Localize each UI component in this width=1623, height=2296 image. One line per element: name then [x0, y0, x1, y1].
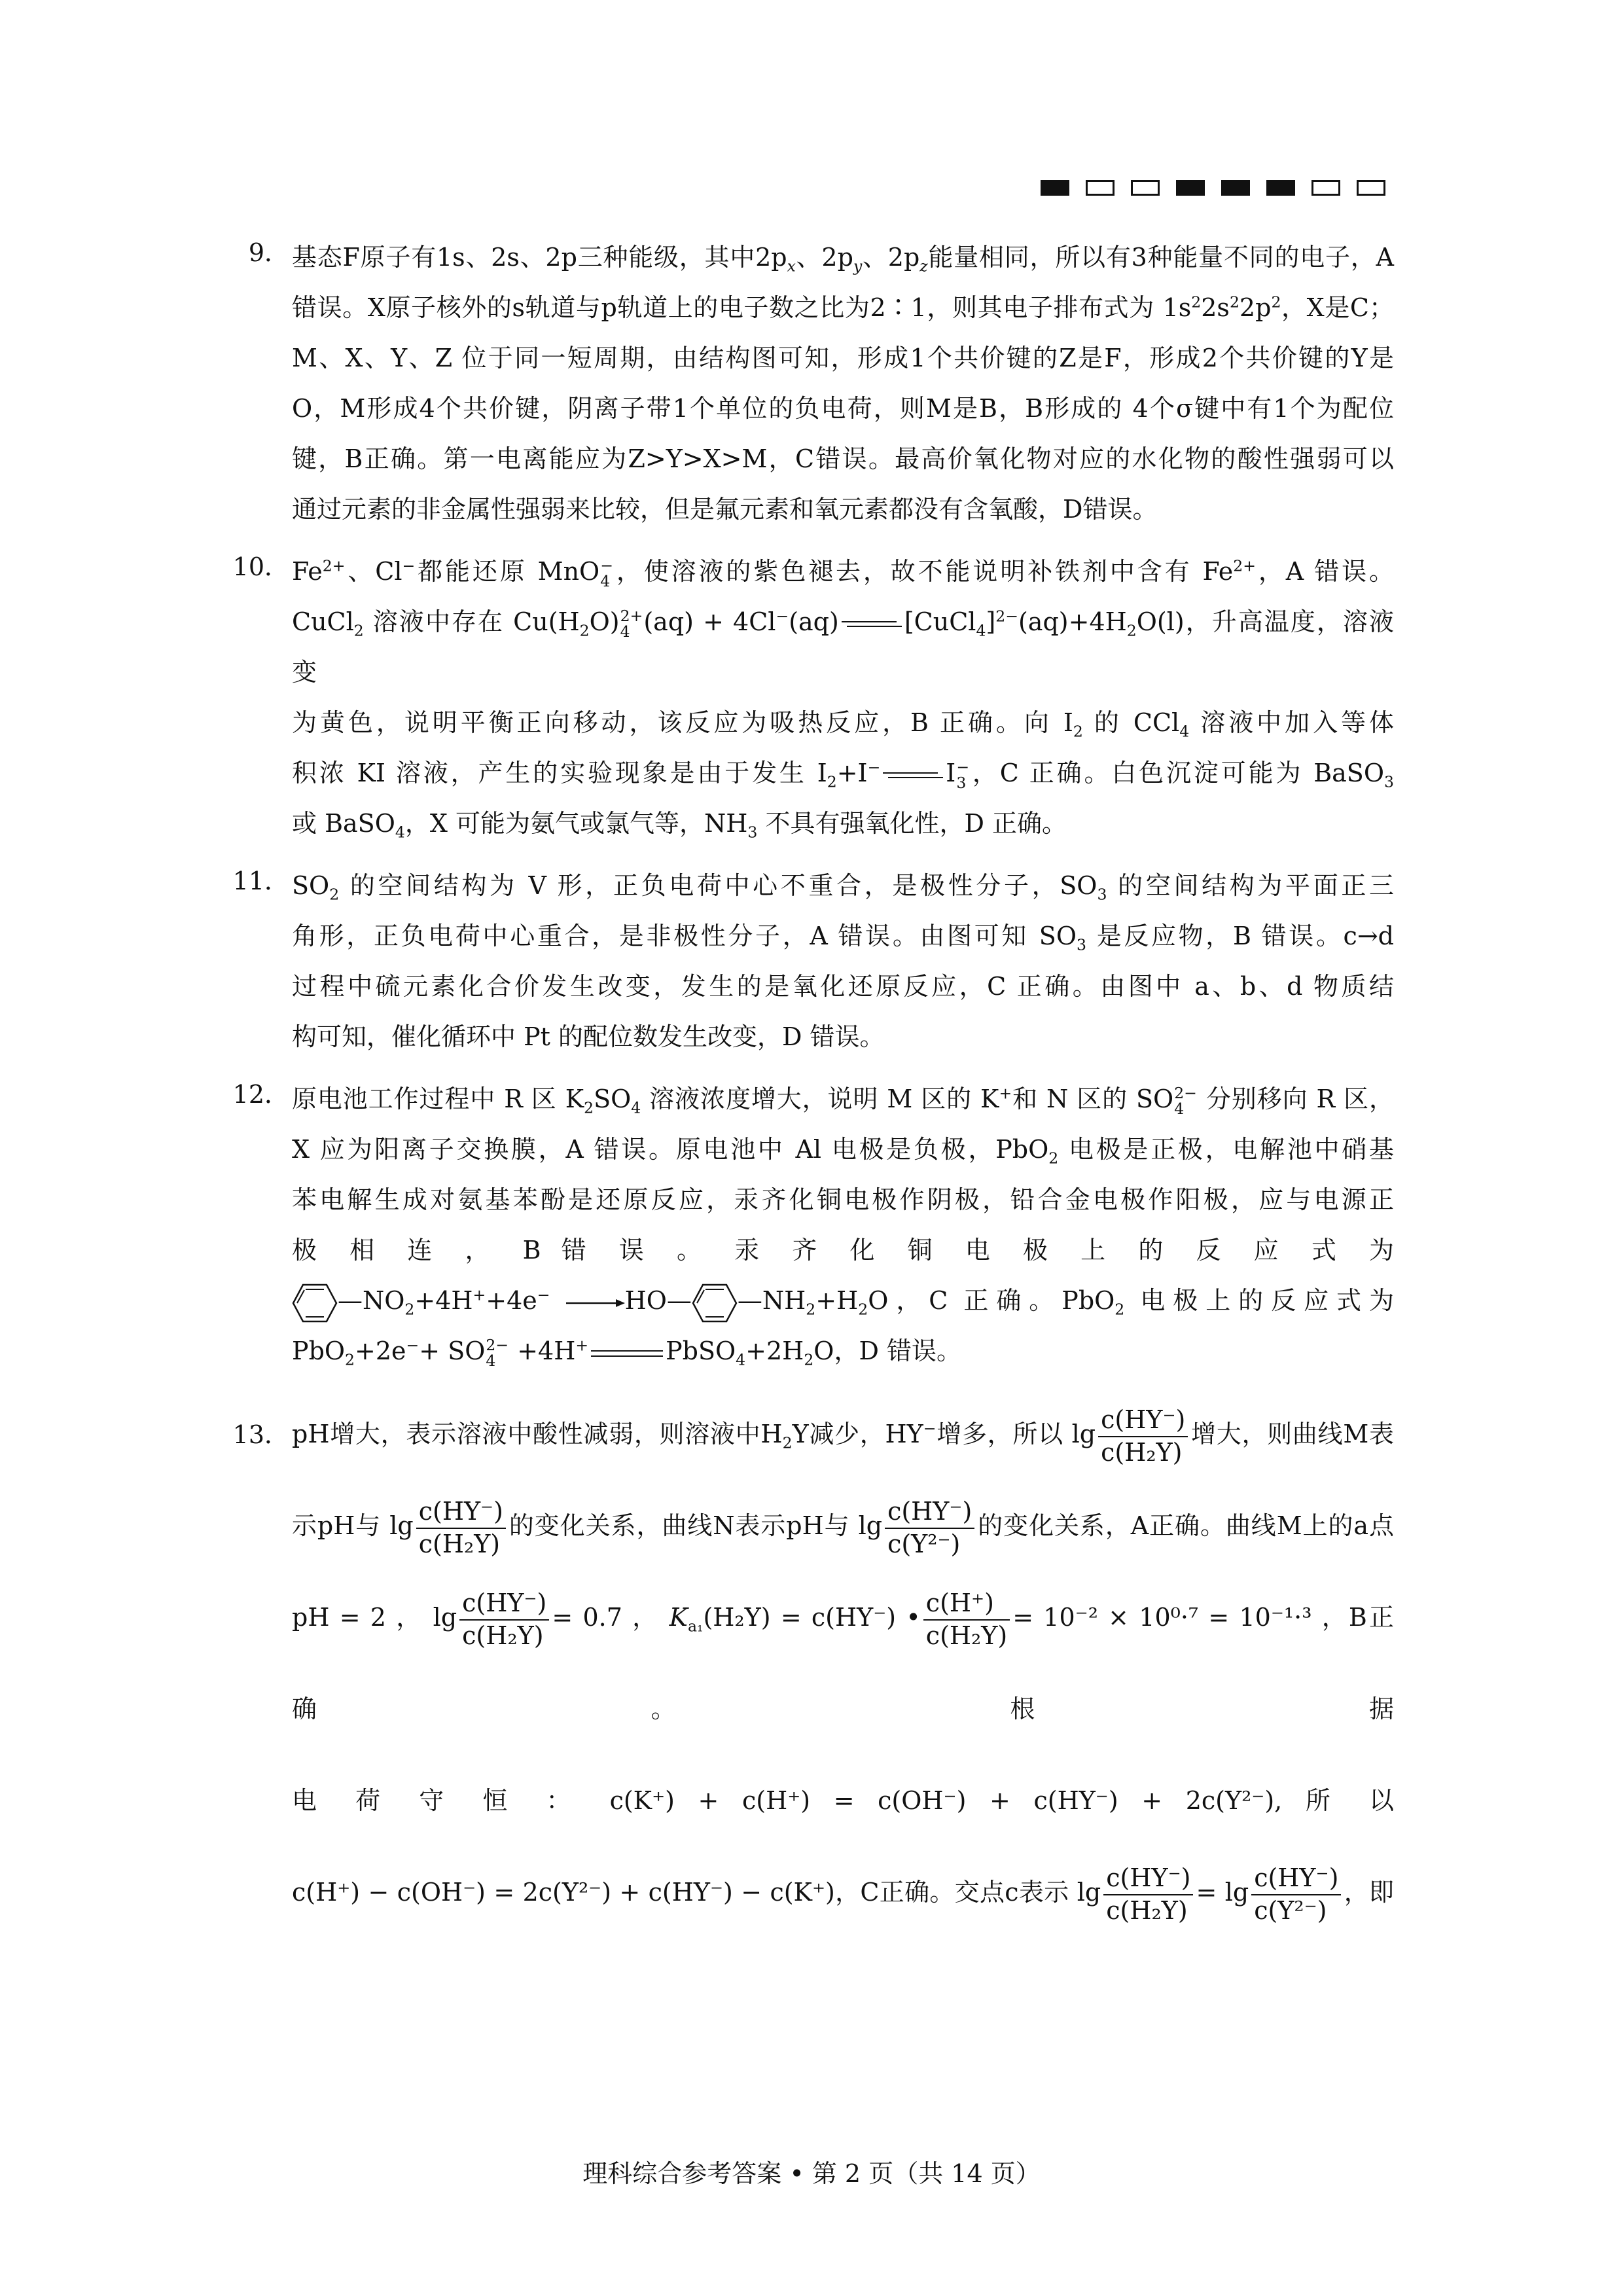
answer-item-12	[234, 1074, 1394, 1376]
answer-line: M、X、Y、Z 位于同一短周期，由结构图可知，形成1个共价键的Z是F，形成2个共价键的Y是	[292, 344, 1394, 372]
fraction: $\frac{c(H^+)}{\text{c(H₂Y)}}$	[923, 1588, 1010, 1651]
code-mark-empty	[1311, 180, 1340, 196]
answer-line: 苯电解生成对氨基苯酚是还原反应，汞齐化铜电极作阴极，铅合金电极作阳极，应与电源正	[292, 1185, 1394, 1214]
benzene-ring-icon	[292, 1282, 338, 1324]
answer-line: 示pH与 lg $\frac{c(HY^-)}{\text{c(H₂Y)}}$ 的变化关系，曲线N表示pH与 lg $\frac{c(HY^-)}{\text{c(Y²⁻)}}$ 的变化关系，A正确。曲线M上的a点	[292, 1480, 1394, 1571]
answer-line: 或 BaSO$_4$，X 可能为氨气或氯气等，$NH_3$ 不具有强氧化性，D 正确。	[292, 809, 1067, 842]
item-number: 13．	[232, 1420, 289, 1449]
answer-line: 原电池工作过程中 R 区 $K_2SO_4$ 溶液浓度增大，说明 M 区的 K+和 N 区的 SO 2− 4 分别移向 R 区，	[292, 1083, 1394, 1118]
answer-line: 通过元素的非金属性强弱来比较，但是氟元素和氧元素都没有含氧酸，D错误。	[292, 495, 1158, 524]
item-number: 9．	[248, 238, 289, 267]
benzene-ring-icon	[692, 1282, 738, 1324]
answer-line: 为黄色，说明平衡正向移动，该反应为吸热反应，B 正确。向 $I_2$ 的 CCl$_4$ 溶液中加入等体	[292, 708, 1394, 741]
answer-content	[234, 232, 1394, 1950]
page-footer: 理科综合参考答案 • 第 2 页（共 14 页）	[582, 2159, 1041, 2188]
equilibrium-arrow	[883, 770, 943, 781]
fraction: $\frac{c(HY^-)}{\text{c(H₂Y)}}$	[1098, 1405, 1188, 1468]
item-number: 10．	[232, 552, 289, 581]
fraction: $\frac{c(HY^-)}{\text{c(Y²⁻)}}$	[1251, 1863, 1341, 1926]
answer-item-13	[234, 1388, 1394, 1938]
answer-line: $Fe^{2+}$、Cl−都能还原 MnO − 4 ，使溶液的紫色褪去，故不能说明补铁剂中含有 $Fe^{2+}$，A 错误。	[292, 556, 1394, 590]
answer-line: $SO_2$ 的空间结构为 V 形，正负电荷中心不重合，是极性分子，$SO_3$ 的空间结构为平面正三	[292, 871, 1394, 904]
answer-line: 角形，正负电荷中心重合，是非极性分子，A 错误。由图可知 $SO_3$ 是反应物，B 错误。c→d	[292, 922, 1394, 954]
answer-line: O，M形成4个共价键，阴离子带1个单位的负电荷，则M是B，B形成的 4个σ键中有1个为配位	[292, 394, 1394, 423]
code-mark-filled	[1041, 180, 1069, 196]
fraction: $\frac{c(HY^-)}{\text{c(Y²⁻)}}$	[885, 1496, 974, 1560]
fraction: $\frac{c(HY^-)}{\text{c(H₂Y)}}$	[459, 1588, 549, 1651]
equals-double-line	[591, 1350, 663, 1357]
equilibrium-arrow	[842, 619, 902, 630]
answer-line: 极 相 连 ， B 错 误 。 汞 齐 化 铜 电 极 上 的 反 应 式 为	[292, 1236, 1394, 1265]
answer-line: CuCl$_2$ 溶液中存在 $Cu(H_2O)$ 2+ 4 (aq) + 4Cl−(aq) $[CuCl_4]^{2-}(aq)+4H_2O(l)$，升高温度，溶液变	[292, 606, 1394, 687]
answer-line: 构可知，催化循环中 Pt 的配位数发生改变，D 错误。	[292, 1022, 885, 1051]
answer-item-11	[234, 861, 1394, 1062]
reaction-arrow-icon	[566, 1297, 625, 1310]
item-number: 11．	[232, 867, 289, 895]
answer-line: 错误。X原子核外的s轨道与p轨道上的电子数之比为2∶1，则其电子排布式为 $1s^22s^22p^2$，X是C；	[292, 293, 1394, 322]
answer-item-10	[234, 547, 1394, 849]
fraction: $\frac{c(HY^-)}{\text{c(H₂Y)}}$	[1103, 1863, 1193, 1926]
code-mark-filled	[1266, 180, 1295, 196]
page-code-marks	[1041, 180, 1385, 196]
answer-item-9	[234, 232, 1394, 535]
answer-line: pH增大，表示溶液中酸性减弱，则溶液中$H_2Y$减少，HY−增多，所以 lg $\frac{c(HY^-)}{\text{c(H₂Y)}}$ 增大，则曲线M表	[292, 1388, 1394, 1480]
code-mark-empty	[1086, 180, 1115, 196]
item-number: 12．	[232, 1080, 289, 1109]
answer-line: PbO$_2$+2e−+ SO 2− 4 +4H+ $PbSO_4+2H_2O$，D 错误。	[292, 1335, 961, 1370]
answer-line: 过程中硫元素化合价发生改变，发生的是氧化还原反应，C 正确。由图中 a、b、d 物质结	[292, 972, 1394, 1001]
answer-line: X 应为阳离子交换膜，A 错误。原电池中 Al 电极是负极，PbO$_2$ 电极是正极，电解池中硝基	[292, 1135, 1394, 1168]
code-mark-empty	[1357, 180, 1385, 196]
answer-line: 键，B正确。第一电离能应为Z>Y>X>M，C错误。最高价氧化物对应的水化物的酸性强弱可以	[292, 444, 1394, 473]
code-mark-empty	[1131, 180, 1160, 196]
fraction: $\frac{c(HY^-)}{\text{c(H₂Y)}}$	[416, 1496, 506, 1560]
answer-line: c(H⁺) − c(OH⁻) = 2c(Y²⁻) + c(HY⁻) − c(K⁺)，C正确。交点c表示 lg $\frac{c(HY^-)}{\text{c(H₂Y)}}$ = lg $\frac{c(HY^-)}{\text{c(Y²⁻)}}$ ，即	[292, 1846, 1394, 1938]
answer-line: 积浓 KI 溶液，产生的实验现象是由于发生 $I_2+I^-$ I − 3 ，C 正确。白色沉淀可能为 BaSO$_3$	[292, 757, 1394, 792]
answer-line: $—NO_2+4H^++4e^-$ HO— $—NH_2+H_2O$，C 正确。PbO$_2$ 电极上的反应式为	[292, 1276, 1394, 1326]
answer-line: 基态F原子有1s、2s、2p三种能级，其中$2p_x$、$2p_y$、$2p_z$能量相同，所以有3种能量不同的电子，A	[292, 243, 1394, 276]
answer-line: 电 荷 守 恒 ： c(K⁺) + c(H⁺) = c(OH⁻) + c(HY⁻) + 2c(Y²⁻), 所 以	[292, 1786, 1394, 1815]
code-mark-filled	[1176, 180, 1205, 196]
answer-line: pH = 2 ， lg $\frac{c(HY^-)}{\text{c(H₂Y)}}$ = 0.7 ， $K_{a_1}(H_2Y) = c(HY^-)$ • $\frac{c(H^+)}{\text{c(H₂Y)}}$ = 10⁻² × 10⁰·⁷ = 10⁻¹·³ ，B正确。根据	[292, 1588, 1394, 1723]
code-mark-filled	[1221, 180, 1250, 196]
